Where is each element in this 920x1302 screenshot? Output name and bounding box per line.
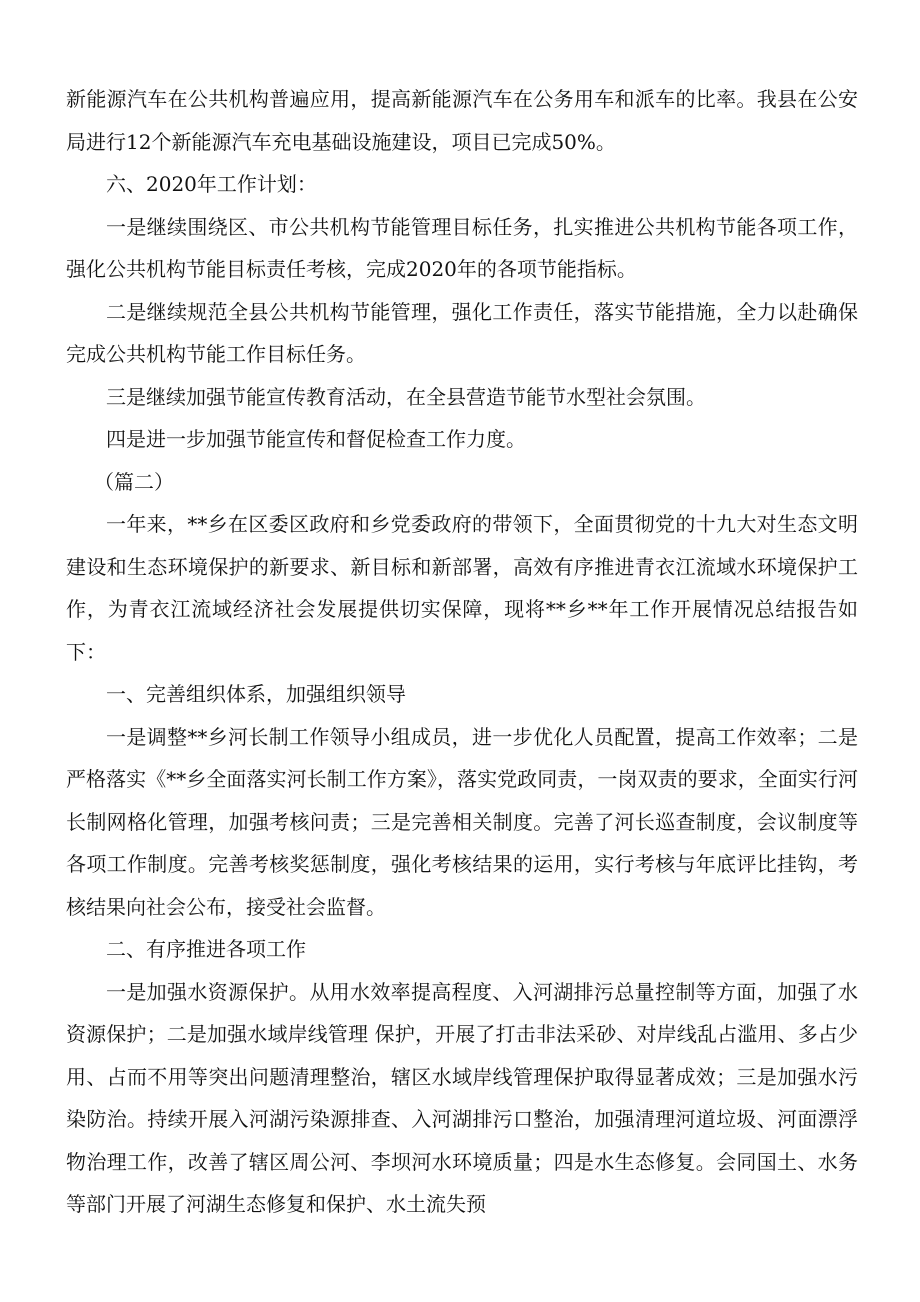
- paragraph: 四是进一步加强节能宣传和督促检查工作力度。: [106, 427, 526, 451]
- paragraph: 一是调整**乡河长制工作领导小组成员，进一步优化人员配置，提高工作效率；二是严格落实《**乡全面落实河长制工作方案》，落实党政同责，一岗双责的要求，全面实行河长制网格化管理，加强考核问责；三是完善相关制度。完善了河长巡查制度，会议制度等各项工作制度。完善考核奖惩制度，强化考核结果的运用，实行考核与年底评比挂钩，考核结果向社会公布，接受社会监督。: [66, 724, 858, 919]
- paragraph: 一年来，**乡在区委区政府和乡党委政府的带领下，全面贯彻党的十九大对生态文明建设和生态环境保护的新要求、新目标和新部署，高效有序推进青衣江流域水环境保护工作，为青衣江流域经济社会发展提供切实保障，现将**乡**年工作开展情况总结报告如下：: [66, 512, 858, 664]
- section-heading-work-plan: 六、2020年工作计划：: [106, 172, 317, 196]
- section-heading-organization: 一、完善组织体系，加强组织领导: [106, 682, 406, 706]
- part-title: （篇二）: [94, 469, 174, 494]
- section-heading-work-items: 二、有序推进各项工作: [106, 937, 306, 961]
- paragraph: 三是继续加强节能宣传教育活动，在全县营造节能节水型社会氛围。: [106, 384, 706, 409]
- paragraph: 二是继续规范全县公共机构节能管理，强化工作责任，落实节能措施，全力以赴确保完成公共机构节能工作目标任务。: [66, 299, 858, 366]
- paragraph: 一是继续围绕区、市公共机构节能管理目标任务，扎实推进公共机构节能各项工作，强化公共机构节能目标责任考核，完成2020年的各项节能指标。: [66, 214, 858, 281]
- paragraph: 一是加强水资源保护。从用水效率提高程度、入河湖排污总量控制等方面，加强了水资源保护；二是加强水域岸线管理 保护，开展了打击非法采砂、对岸线乱占滥用、多占少用、占而不用等突出问题清理整治，辖区水域岸线管理保护取得显著成效；三是加强水污染防治。持续开展入河湖污染源排查、入河湖排污口整治，加强清理河道垃圾、河面漂浮物治理工作，改善了辖区周公河、李坝河水环境质量；四是水生态修复。会同国土、水务等部门开展了河湖生态修复和保护、水土流失预: [66, 979, 858, 1216]
- paragraph-continued: 新能源汽车在公共机构普遍应用，提高新能源汽车在公务用车和派车的比率。我县在公安局进行12个新能源汽车充电基础设施建设，项目已完成50%。: [66, 87, 858, 154]
